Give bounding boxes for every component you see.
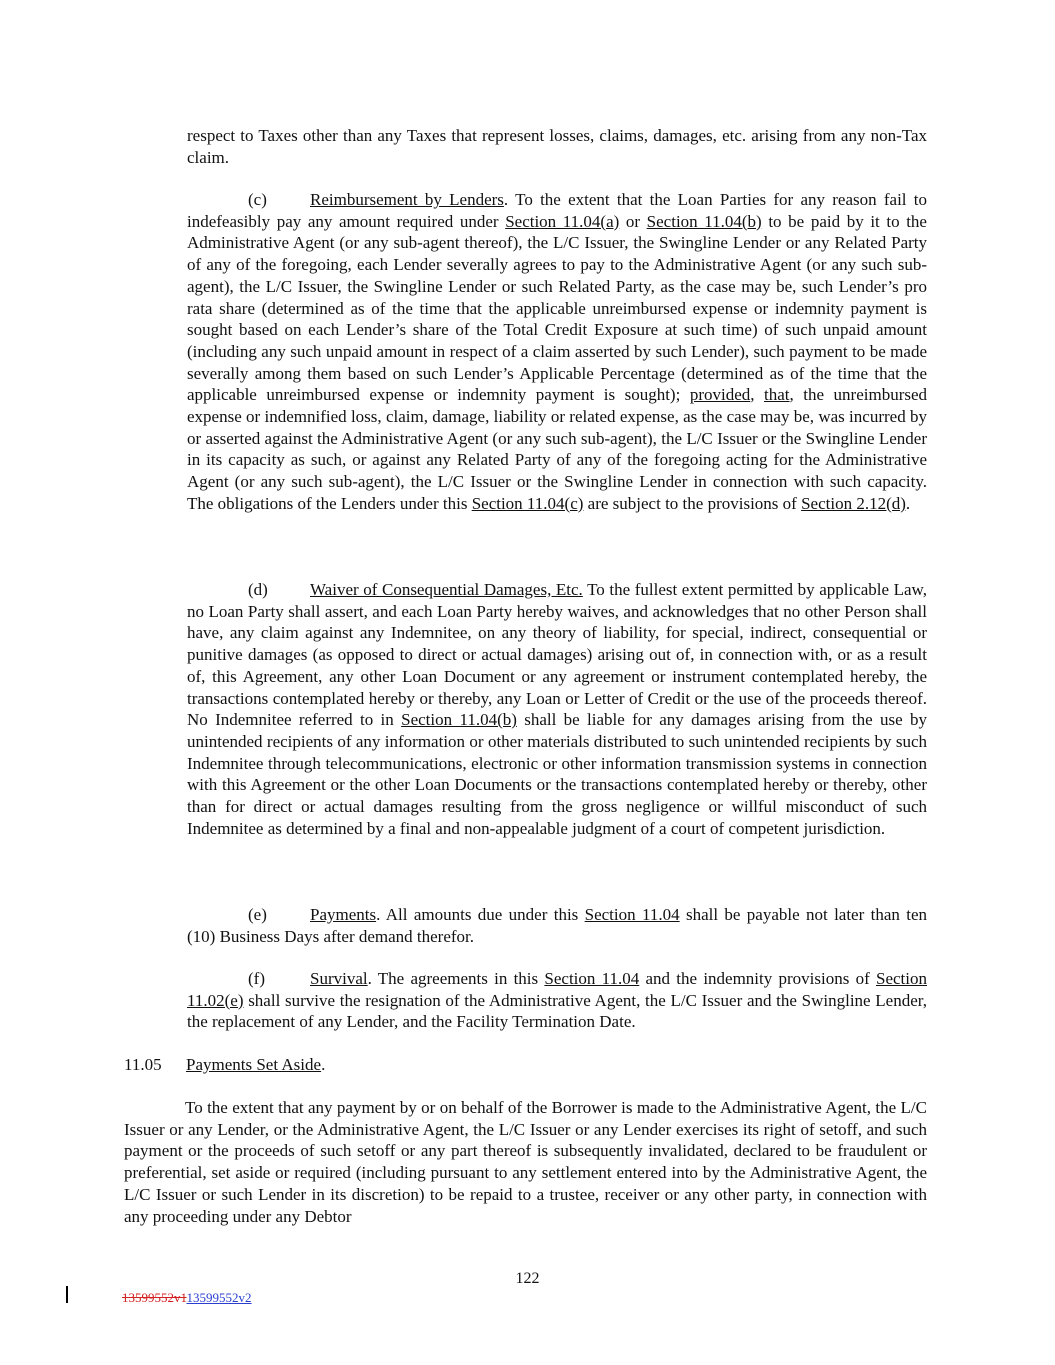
paragraph-f-heading: Survival <box>310 969 368 988</box>
paragraph-d <box>187 579 927 839</box>
section-ref-2-12-d[interactable]: Section 2.12(d) <box>801 493 906 513</box>
page-number: 122 <box>515 1270 540 1287</box>
document-id-deleted: 13599552v1 <box>122 1290 187 1305</box>
paragraph-c-text-5: are subject to the provisions of <box>583 493 802 513</box>
paragraph-e <box>187 904 927 947</box>
section-ref-11-04-c[interactable]: Section 11.04(c) <box>471 493 584 513</box>
paragraph-e-text-2: shall be payable not later than ten (10) Business Days after demand therefor. <box>187 905 927 946</box>
paragraph-f-text-1: . The agreements in this <box>367 969 545 988</box>
that-term: that <box>764 385 790 405</box>
paragraph-c-text-4: , the unreimbursed expense or indemnified loss, claim, damage, liability or related expense, as the case may be, was incurred by or asserted against the Administrative Agent (or any such sub-agent), the L/C Issuer or the Swingline Lender in its capacity as such, or against any Related Party of any of the foregoing acting for the Administrative Agent (or any such sub-agent), the L/C Issuer or the Swingline Lender in connection with such capacity. The obligations of the Lenders under this <box>187 385 928 513</box>
paragraph-d-text-1: To the fullest extent permitted by applicable Law, no Loan Party shall assert, and each Loan Party hereby waives, and acknowledges that no other Person shall have, any claim against any Indemnitee, on any theory of liability, for special, indirect, consequential or punitive damages (as opposed to direct or actual damages) arising out of, in connection with, or as a result of, this Agreement, any other Loan Document or any agreement or instrument contemplated hereby, the transactions contemplated hereby or thereby, any Loan or Letter of Credit or the use of the proceeds thereof. No Indemnitee referred to in <box>187 580 927 730</box>
paragraph-c-text-6: . <box>905 493 911 513</box>
section-ref-11-04[interactable]: Section 11.04 <box>584 905 680 924</box>
paragraph-c-comma: , <box>750 385 765 405</box>
paragraph-c-label: (c) <box>248 190 267 209</box>
section-ref-11-04-2[interactable]: Section 11.04 <box>544 969 640 988</box>
paragraph-f-text-3: shall survive the resignation of the Administrative Agent, the L/C Issuer and the Swingline Lender, the replacement of any Lender, and the Facility Termination Date. <box>187 990 927 1032</box>
section-ref-11-04-b-2[interactable]: Section 11.04(b) <box>401 710 517 730</box>
paragraph-c-text-3: to be paid by it to the Administrative Agent (or any sub-agent thereof), the L/C Issuer, the Swingline Lender or any Related Party of any of the foregoing, each Lender severally agrees to pay to the Administrative Agent (or any such sub-agent), the L/C Issuer, the Swingline Lender or such Related Party, as the case may be, such Lender’s pro rata share (determined as of the time that the applicable unreimbursed expense or indemnity payment is sought based on each Lender’s share of the Total Credit Exposure at such time) of such unpaid amount (including any such unpaid amount in respect of a claim asserted by such Lender), such payment to be made severally among them based on such Lender’s Applicable Percentage (determined as of the time that the applicable unreimbursed expense or indemnity payment is sought); <box>187 211 927 405</box>
section-11-05-heading <box>124 1054 927 1076</box>
continuation-paragraph <box>187 125 927 168</box>
section-ref-11-04-b[interactable]: Section 11.04(b) <box>646 211 762 231</box>
provided-term: provided <box>689 385 751 405</box>
paragraph-f <box>187 968 927 1033</box>
paragraph-f-text-2: and the indemnity provisions of <box>639 969 876 988</box>
paragraph-d-heading: Waiver of Consequential Damages, Etc. <box>310 580 583 599</box>
continuation-text: respect to Taxes other than any Taxes that represent losses, claims, damages, etc. arising from any non-Tax claim. <box>187 126 927 167</box>
paragraph-c <box>187 189 927 515</box>
paragraph-c-text-1: . To the extent that the Loan Parties for any reason fail to indefeasibly pay any amount required under <box>187 190 928 231</box>
paragraph-e-label: (e) <box>248 905 267 924</box>
section-ref-11-02-e[interactable]: Section 11.02(e) <box>187 969 927 1010</box>
paragraph-d-label: (d) <box>248 580 268 599</box>
section-11-05-body <box>124 1097 927 1227</box>
section-title-period: . <box>321 1055 326 1074</box>
paragraph-d-text-2: shall be liable for any damages arising from the use by unintended recipients of any information or other materials distributed to such unintended recipients by such Indemnitee through telecommunications, electronic or other information transmission systems in connection with this Agreement or the other Loan Documents or the transactions contemplated hereby or thereby, other than for direct or actual damages resulting from the gross negligence or willful misconduct of such Indemnitee as determined by a final and non-appealable judgment of a court of competent jurisdiction. <box>187 710 927 838</box>
section-11-05-text: To the extent that any payment by or on behalf of the Borrower is made to the Administrative Agent, the L/C Issuer or any Lender, or the Administrative Agent, the L/C Issuer or any Lender exercises its right of setoff, and such payment or the proceeds of such setoff or any part thereof is subsequently invalidated, declared to be fraudulent or preferential, set aside or required (including pursuant to any settlement entered into by the Administrative Agent, the L/C Issuer or such Lender in its discretion) to be repaid to a trustee, receiver or any other party, in connection with any proceeding under any Debtor <box>124 1098 927 1226</box>
section-title: Payments Set Aside <box>186 1055 322 1074</box>
paragraph-f-label: (f) <box>248 969 265 988</box>
paragraph-c-text-2: or <box>619 211 647 231</box>
paragraph-c-heading: Reimbursement by Lenders <box>310 190 504 209</box>
paragraph-e-text-1: . All amounts due under this <box>376 905 585 924</box>
document-id <box>122 1287 252 1309</box>
document-id-inserted: 13599552v2 <box>186 1290 252 1305</box>
section-ref-11-04-a[interactable]: Section 11.04(a) <box>505 211 620 231</box>
revision-change-bar <box>66 1286 68 1303</box>
paragraph-e-heading: Payments <box>310 905 377 924</box>
section-number: 11.05 <box>124 1055 162 1074</box>
